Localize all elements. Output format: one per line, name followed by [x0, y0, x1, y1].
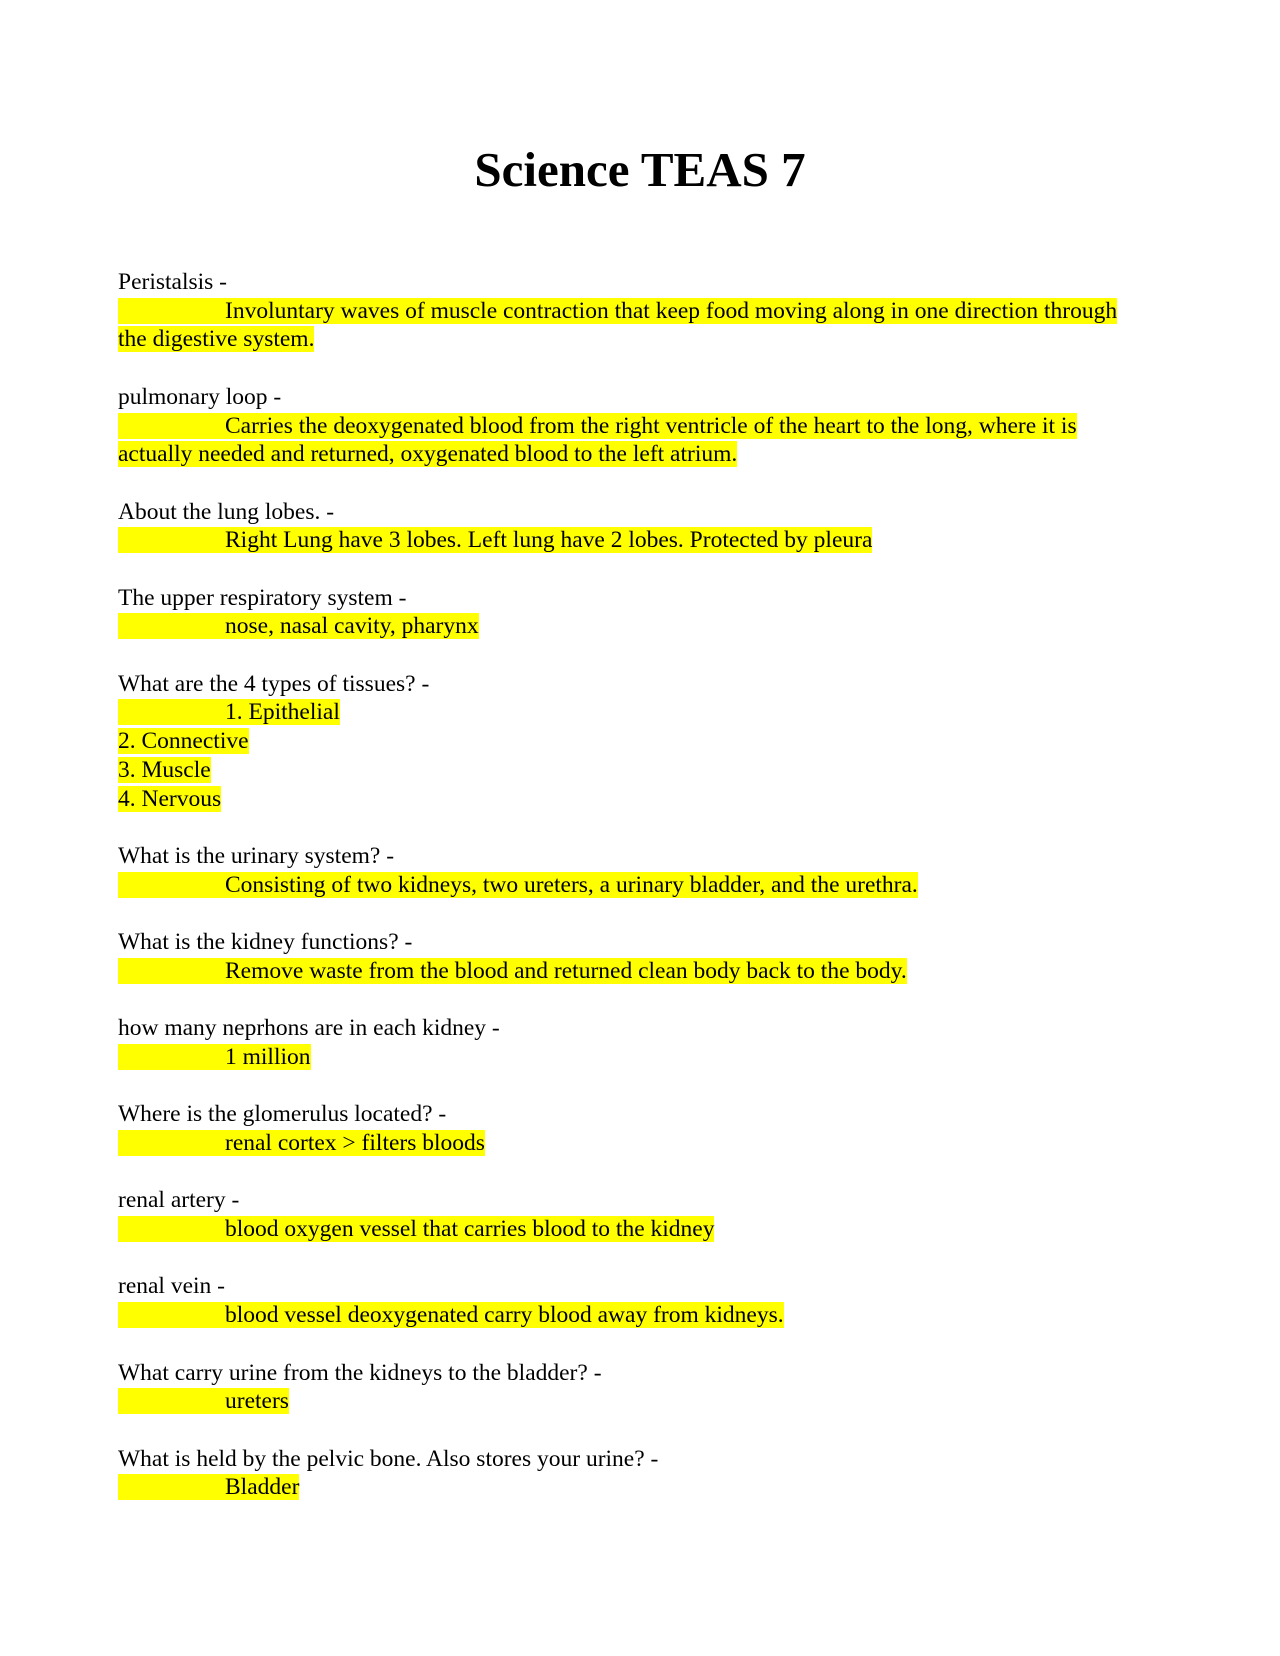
answer-text: 1. Epithelial [225, 699, 340, 726]
flashcard-answer [118, 957, 1138, 986]
flashcard-answer [118, 871, 1138, 900]
flashcard-answer [118, 1301, 1138, 1330]
answer-text: Consisting of two kidneys, two ureters, a urinary bladder, and the urethra. [225, 871, 918, 898]
answer-line [118, 756, 1138, 785]
flashcard-answer [118, 612, 1138, 641]
flashcard-answer [118, 1473, 1138, 1502]
flashcard-item [118, 1445, 1138, 1502]
answer-line [118, 698, 1138, 727]
tab-indent [118, 412, 225, 441]
flashcard-item [118, 670, 1138, 814]
highlighted-answer-text [118, 958, 907, 984]
tab-indent [118, 871, 225, 900]
highlighted-answer-text [118, 786, 221, 812]
answer-text: nose, nasal cavity, pharynx [225, 613, 479, 640]
tab-indent [118, 1215, 225, 1244]
tab-indent [118, 297, 225, 326]
answer-line [118, 1043, 1138, 1072]
answer-text: 3. Muscle [118, 756, 211, 783]
answer-text: Bladder [225, 1474, 300, 1501]
flashcard-term: What carry urine from the kidneys to the bladder? - [118, 1359, 602, 1386]
answer-text: Involuntary waves of muscle contraction that keep food moving along in one direction through the digestive system. [118, 297, 1118, 353]
highlighted-answer-text [118, 527, 872, 553]
flashcard-item [118, 1100, 1138, 1157]
flashcard-item [118, 383, 1138, 469]
highlighted-answer-text [118, 1216, 714, 1242]
answer-text: ureters [225, 1388, 289, 1415]
flashcard-item [118, 1272, 1138, 1329]
flashcard-item [118, 268, 1138, 354]
answer-line [118, 957, 1138, 986]
flashcard-term: Peristalsis - [118, 269, 228, 295]
flashcard-answer [118, 1215, 1138, 1244]
highlighted-answer-text [118, 1302, 784, 1328]
flashcard-answer [118, 526, 1138, 555]
tab-indent [118, 1473, 225, 1502]
flashcard-item [118, 584, 1138, 641]
flashcard-term: Where is the glomerulus located? - [118, 1101, 447, 1128]
flashcard-item [118, 1186, 1138, 1243]
answer-text: Remove waste from the blood and returned clean body back to the body. [225, 957, 907, 984]
flashcard-term: What are the 4 types of tissues? - [118, 670, 430, 697]
tab-indent [118, 526, 225, 555]
answer-text: 1 million [225, 1043, 311, 1070]
flashcard-answer [118, 1387, 1138, 1416]
flashcard-answer [118, 698, 1138, 813]
answer-text: Carries the deoxygenated blood from the right ventricle of the heart to the long, where it is actually needed and returned, oxygenated blood to the left atrium. [118, 412, 1077, 468]
answer-line [118, 1215, 1138, 1244]
flashcard-answer [118, 1043, 1138, 1072]
answer-line [118, 412, 1138, 469]
answer-text: 2. Connective [118, 728, 249, 755]
highlighted-answer-text [118, 413, 1077, 468]
highlighted-answer-text [118, 613, 479, 639]
flashcard-term: renal artery - [118, 1187, 240, 1214]
answer-line [118, 1301, 1138, 1330]
flashcard-answer [118, 297, 1138, 354]
flashcard-item [118, 842, 1138, 899]
answer-line [118, 785, 1138, 814]
answer-line [118, 1129, 1138, 1158]
answer-line [118, 871, 1138, 900]
answer-line [118, 526, 1138, 555]
highlighted-answer-text [118, 1474, 299, 1500]
tab-indent [118, 1387, 225, 1416]
answer-text: 4. Nervous [118, 785, 222, 812]
highlighted-answer-text [118, 298, 1117, 353]
answer-line [118, 297, 1138, 354]
tab-indent [118, 957, 225, 986]
answer-text: blood oxygen vessel that carries blood to the kidney [225, 1216, 715, 1243]
answer-text: renal cortex > filters bloods [225, 1129, 485, 1156]
highlighted-answer-text [118, 872, 918, 898]
flashcard-term: renal vein - [118, 1273, 226, 1300]
flashcard-item [118, 1359, 1138, 1416]
flashcard-item [118, 1014, 1138, 1071]
flashcard-item [118, 928, 1138, 985]
tab-indent [118, 1301, 225, 1330]
tab-indent [118, 698, 225, 727]
answer-line [118, 1473, 1138, 1502]
flashcard-term: What is the kidney functions? - [118, 929, 413, 956]
flashcard-answer [118, 412, 1138, 469]
tab-indent [118, 1043, 225, 1072]
flashcard-term: how many neprhons are in each kidney - [118, 1015, 500, 1042]
highlighted-answer-text [118, 1130, 485, 1156]
page-title: Science TEAS 7 [474, 142, 806, 197]
flashcard-term: What is held by the pelvic bone. Also stores your urine? - [118, 1445, 659, 1472]
answer-line [118, 612, 1138, 641]
answer-text: blood vessel deoxygenated carry blood away from kidneys. [225, 1302, 784, 1329]
tab-indent [118, 1129, 225, 1158]
flashcard-term: The upper respiratory system - [118, 584, 407, 611]
tab-indent [118, 612, 225, 641]
highlighted-answer-text [118, 699, 340, 725]
flashcard-term: About the lung lobes. - [118, 498, 335, 525]
highlighted-answer-text [118, 1044, 311, 1070]
flashcard-term: pulmonary loop - [118, 383, 282, 410]
flashcard-list [118, 268, 1138, 1531]
flashcard-answer [118, 1129, 1138, 1158]
highlighted-answer-text [118, 1388, 289, 1414]
answer-line [118, 1387, 1138, 1416]
flashcard-term: What is the urinary system? - [118, 842, 395, 869]
highlighted-answer-text [118, 757, 211, 783]
answer-text: Right Lung have 3 lobes. Left lung have 2 lobes. Protected by pleura [225, 527, 873, 554]
answer-line [118, 727, 1138, 756]
highlighted-answer-text [118, 728, 249, 754]
flashcard-item [118, 498, 1138, 555]
